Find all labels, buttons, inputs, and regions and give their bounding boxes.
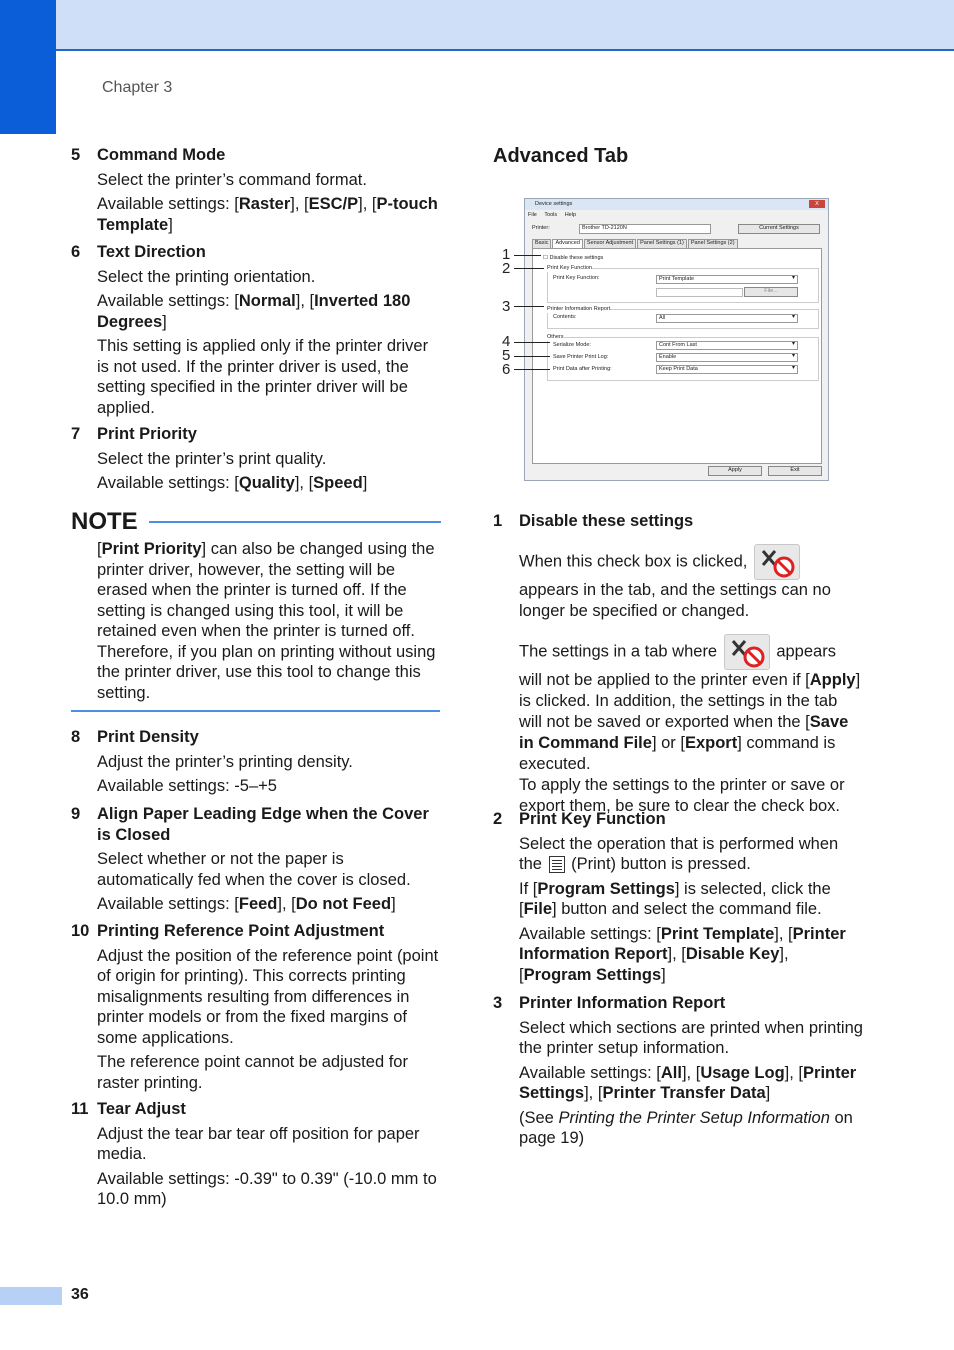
- section-title: Advanced Tab: [493, 145, 629, 167]
- window-title: Device settings: [535, 201, 573, 207]
- apply-button[interactable]: Apply: [708, 466, 762, 476]
- close-button[interactable]: X: [809, 200, 825, 208]
- print-log-select[interactable]: Enable ▾: [656, 353, 798, 362]
- callout-line-3: [514, 306, 544, 307]
- item-number: 7: [71, 425, 81, 443]
- item-reference: (See Printing the Printer Setup Information on page 19): [519, 1108, 853, 1147]
- item-desc: Select which sections are printed when printing the printer setup information.: [519, 1018, 863, 1057]
- callout-4: 4: [502, 333, 511, 350]
- callout-line-5: [514, 356, 550, 357]
- advanced-disable-settings: [493, 511, 863, 817]
- item-options: Available settings: [Quality], [Speed]: [97, 474, 368, 492]
- callout-1: 1: [502, 246, 511, 263]
- item-desc: Select the printing orientation.: [97, 267, 316, 286]
- note-title: NOTE: [71, 508, 138, 535]
- callout-line-6: [514, 369, 550, 370]
- note-body: [Print Priority] can also be changed using the printer driver, however, the setting will be erased when the printer is turned off. If the setting is changed using this tool, it will be retained even when the printer is turned off. Therefore, if you plan on printing without using the printer driver, use this tool to change this setting.: [97, 540, 436, 702]
- serialize-label: Serialize Mode:: [553, 342, 591, 348]
- item-desc: Adjust the tear bar tear off position for paper media.: [97, 1124, 420, 1163]
- item-number: 5: [71, 146, 81, 164]
- tab-basic[interactable]: Basic: [532, 239, 551, 249]
- note-bottom-rule: [71, 710, 440, 712]
- contents-select[interactable]: All ▾: [656, 314, 798, 323]
- item-number: 11: [71, 1100, 89, 1118]
- menu-help[interactable]: Help: [564, 212, 576, 218]
- printer-select[interactable]: Brother TD-2120N: [579, 224, 711, 234]
- print-icon: [549, 856, 565, 873]
- item-title: Print Key Function: [519, 810, 666, 828]
- item-options: Available settings: [Normal], [Inverted 180 Degrees]: [97, 292, 411, 331]
- setting-print-priority: [71, 424, 441, 494]
- callout-line-2: [514, 268, 544, 269]
- item-desc: Select the operation that is performed when the (Print) button is pressed.: [519, 834, 839, 873]
- print-data-label: Print Data after Printing:: [553, 366, 612, 372]
- file-button[interactable]: File...: [744, 287, 798, 297]
- menu-bar: [528, 212, 582, 219]
- item-number: 8: [71, 728, 81, 746]
- item-desc: Adjust the position of the reference point (point of origin for printing). This corrects printing misalignments resulting from differences in printer models or from the fixed margins of some applications.: [97, 946, 439, 1047]
- item-note: This setting is applied only if the printer driver is not used. If the printer driver is used, the setting specified in the printer driver will be applied.: [97, 337, 429, 417]
- print-log-label: Save Printer Print Log:: [553, 354, 609, 360]
- item-detail: The settings in a tab where appears will not be applied to the printer even if [Apply] is clicked. In addition, the settings in the tab will not be saved or exported when the [Save in Command File] or [Export] command is executed. To apply the settings to the printer or save or export them, be sure to clear the check box.: [519, 634, 863, 817]
- device-settings-window: [524, 198, 829, 481]
- item-desc: Select the printer’s command format.: [97, 170, 367, 189]
- setting-reference-point: [71, 921, 441, 1093]
- callout-3: 3: [502, 298, 511, 315]
- item-options: Available settings: [Feed], [Do not Feed]: [97, 895, 396, 913]
- item-options: Available settings: -0.39" to 0.39" (-10.0 mm to 10.0 mm): [97, 1169, 437, 1208]
- item-desc: When this check box is clicked, appears in the tab, and the settings can no longer be specified or changed.: [519, 544, 863, 622]
- header-band: [0, 0, 954, 51]
- item-detail: If [Program Settings] is selected, click the [File] button and select the command file.: [519, 879, 831, 918]
- item-desc: Select the printer’s print quality.: [97, 449, 327, 468]
- item-title: Disable these settings: [519, 512, 694, 530]
- group-print-key: [547, 268, 819, 303]
- menu-tools[interactable]: Tools: [544, 212, 558, 218]
- item-number: 9: [71, 805, 81, 823]
- advanced-printer-info-report: [493, 993, 863, 1149]
- print-key-label: Print Key Function:: [553, 275, 600, 281]
- callout-line-1: [514, 255, 541, 256]
- setting-print-density: [71, 727, 441, 797]
- chapter-label: Chapter 3: [102, 79, 173, 96]
- tab-panel-settings-1[interactable]: Panel Settings (1): [637, 239, 687, 249]
- group-label: Print Key Function: [547, 265, 592, 271]
- chapter-tab: [0, 0, 56, 134]
- tab-panel-settings-2[interactable]: Panel Settings (2): [688, 239, 738, 249]
- menu-file[interactable]: File: [528, 212, 537, 218]
- item-options: Available settings: -5–+5: [97, 777, 277, 795]
- callout-6: 6: [502, 361, 511, 378]
- printer-label: Printer:: [532, 225, 550, 231]
- item-number: 1: [493, 512, 503, 530]
- item-options: Available settings: [All], [Usage Log], [Printer Settings], [Printer Transfer Data]: [519, 1063, 857, 1102]
- disabled-settings-icon: [754, 544, 800, 580]
- print-key-select[interactable]: Print Template ▾: [656, 275, 798, 284]
- item-note: The reference point cannot be adjusted for raster printing.: [97, 1053, 408, 1092]
- item-desc: Select whether or not the paper is automatically fed when the cover is closed.: [97, 850, 411, 889]
- page-badge: [0, 1287, 62, 1305]
- item-title: Text Direction: [97, 243, 206, 261]
- setting-align-paper: [71, 804, 441, 915]
- disabled-settings-icon: [724, 634, 770, 670]
- current-settings-button[interactable]: Current Settings: [738, 224, 820, 234]
- callout-2: 2: [502, 260, 511, 277]
- tab-sensor-adjustment[interactable]: Sensor Adjustment: [584, 239, 636, 249]
- contents-label: Contents:: [553, 314, 577, 320]
- window-titlebar: [525, 199, 828, 210]
- advanced-print-key-function: [493, 809, 863, 985]
- group-label: Printer Information Report: [547, 306, 611, 312]
- file-path-field[interactable]: [656, 288, 743, 297]
- item-number: 2: [493, 810, 503, 828]
- serialize-select[interactable]: Cont From Last ▾: [656, 341, 798, 350]
- exit-button[interactable]: Exit: [768, 466, 822, 476]
- note-rule: [149, 521, 441, 523]
- callout-5: 5: [502, 347, 511, 364]
- item-options: Available settings: [Raster], [ESC/P], [P-touch Template]: [97, 195, 438, 234]
- print-data-select[interactable]: Keep Print Data ▾: [656, 365, 798, 374]
- setting-command-mode: [71, 145, 441, 235]
- item-options: Available settings: [Print Template], [Printer Information Report], [Disable Key], [Program Settings]: [519, 924, 846, 984]
- item-title: Printing Reference Point Adjustment: [97, 922, 385, 940]
- tab-advanced[interactable]: Advanced: [552, 239, 582, 249]
- item-number: 10: [71, 922, 90, 940]
- item-desc: Adjust the printer’s printing density.: [97, 752, 353, 771]
- item-title: Print Density: [97, 728, 199, 746]
- item-number: 6: [71, 243, 81, 261]
- item-title: Print Priority: [97, 425, 197, 443]
- item-title: Command Mode: [97, 146, 226, 164]
- item-number: 3: [493, 994, 503, 1012]
- group-label: Others: [547, 334, 564, 340]
- item-title: Align Paper Leading Edge when the Cover is Closed: [97, 805, 429, 844]
- callout-line-4: [514, 342, 550, 343]
- disable-checkbox[interactable]: ☐ Disable these settings: [543, 255, 604, 261]
- item-title: Tear Adjust: [97, 1100, 186, 1118]
- setting-text-direction: [71, 242, 441, 418]
- item-title: Printer Information Report: [519, 994, 726, 1012]
- page-number: 36: [71, 1286, 89, 1303]
- advanced-panel: [532, 248, 822, 464]
- setting-tear-adjust: [71, 1099, 441, 1210]
- note-box: [71, 508, 441, 703]
